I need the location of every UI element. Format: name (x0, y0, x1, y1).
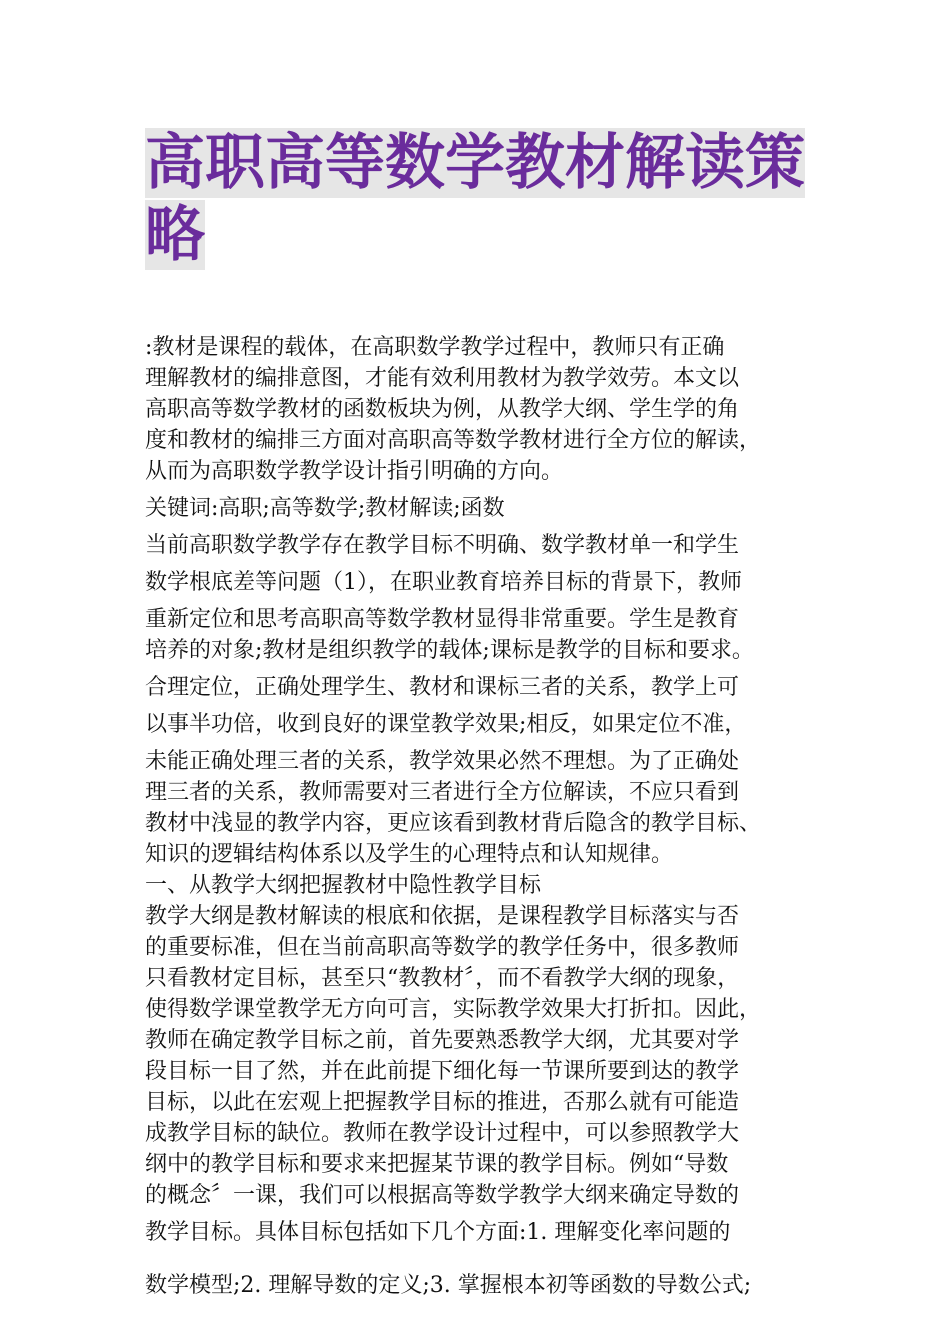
title-line-1: 高职高等数学教材解读策 (145, 128, 805, 198)
text-line: 段目标一目了然，并在此前提下细化每一节课所要到达的教学 (145, 1059, 740, 1084)
text-line: 的重要标准，但在当前高职高等数学的教学任务中，很多教师 (145, 935, 740, 960)
text-line: 教学目标。具体目标包括如下几个方面:1. 理解变化率问题的 (145, 1220, 731, 1245)
text-line: 理三者的关系，教师需要对三者进行全方位解读，不应只看到 (145, 780, 740, 805)
text-line: 教学大纲是教材解读的根底和依据，是课程教学目标落实与否 (145, 904, 740, 929)
text-line: 合理定位，正确处理学生、教材和课标三者的关系，教学上可 (145, 675, 740, 700)
text-line: 当前高职数学教学存在教学目标不明确、数学教材单一和学生 (145, 533, 740, 558)
title-line-2: 略 (145, 200, 205, 270)
text-line: 数学模型;2. 理解导数的定义;3. 掌握根本初等函数的导数公式; (145, 1273, 752, 1298)
document-title (145, 128, 825, 270)
text-line: 度和教材的编排三方面对高职高等数学教材进行全方位的解读， (145, 428, 762, 453)
abstract-paragraph (145, 332, 835, 487)
text-line: 教师在确定教学目标之前，首先要熟悉教学大纲，尤其要对学 (145, 1028, 740, 1053)
text-line: 使得数学课堂教学无方向可言，实际教学效果大打折扣。因此， (145, 997, 762, 1022)
text-line: 目标，以此在宏观上把握教学目标的推进，否那么就有可能造 (145, 1090, 740, 1115)
section-heading: 一、从教学大纲把握教材中隐性教学目标 (145, 873, 542, 898)
keywords-line: 关键词:高职;高等数学;教材解读;函数 (145, 496, 505, 521)
document-body (145, 332, 835, 1301)
text-line: 培养的对象;教材是组织教学的载体;课标是教学的目标和要求。 (145, 638, 754, 663)
text-line: :教材是课程的载体，在高职数学教学过程中，教师只有正确 (145, 335, 725, 360)
text-line: 纲中的教学目标和要求来把握某节课的教学目标。例如“导数 (145, 1152, 729, 1177)
text-line: 从而为高职数学教学设计指引明确的方向。 (145, 459, 564, 484)
section-paragraph (145, 901, 835, 1301)
text-line: 成教学目标的缺位。教师在教学设计过程中，可以参照教学大 (145, 1121, 740, 1146)
text-line: 的概念〞一课，我们可以根据高等数学教学大纲来确定导数的 (145, 1183, 740, 1208)
text-line: 以事半功倍，收到良好的课堂教学效果;相反，如果定位不准， (145, 712, 747, 737)
text-line: 知识的逻辑结构体系以及学生的心理特点和认知规律。 (145, 842, 674, 867)
intro-paragraph (145, 530, 835, 870)
text-line: 数学根底差等问题（1），在职业教育培养目标的背景下，教师 (145, 570, 742, 595)
text-line: 只看教材定目标，甚至只“教教材〞，而不看教学大纲的现象， (145, 966, 740, 991)
text-line: 理解教材的编排意图，才能有效利用教材为教学效劳。本文以 (145, 366, 740, 391)
text-line: 高职高等数学教材的函数板块为例，从教学大纲、学生学的角 (145, 397, 740, 422)
text-line: 教材中浅显的教学内容，更应该看到教材背后隐含的教学目标、 (145, 811, 762, 836)
text-line: 重新定位和思考高职高等数学教材显得非常重要。学生是教育 (145, 607, 740, 632)
text-line: 未能正确处理三者的关系，教学效果必然不理想。为了正确处 (145, 749, 740, 774)
